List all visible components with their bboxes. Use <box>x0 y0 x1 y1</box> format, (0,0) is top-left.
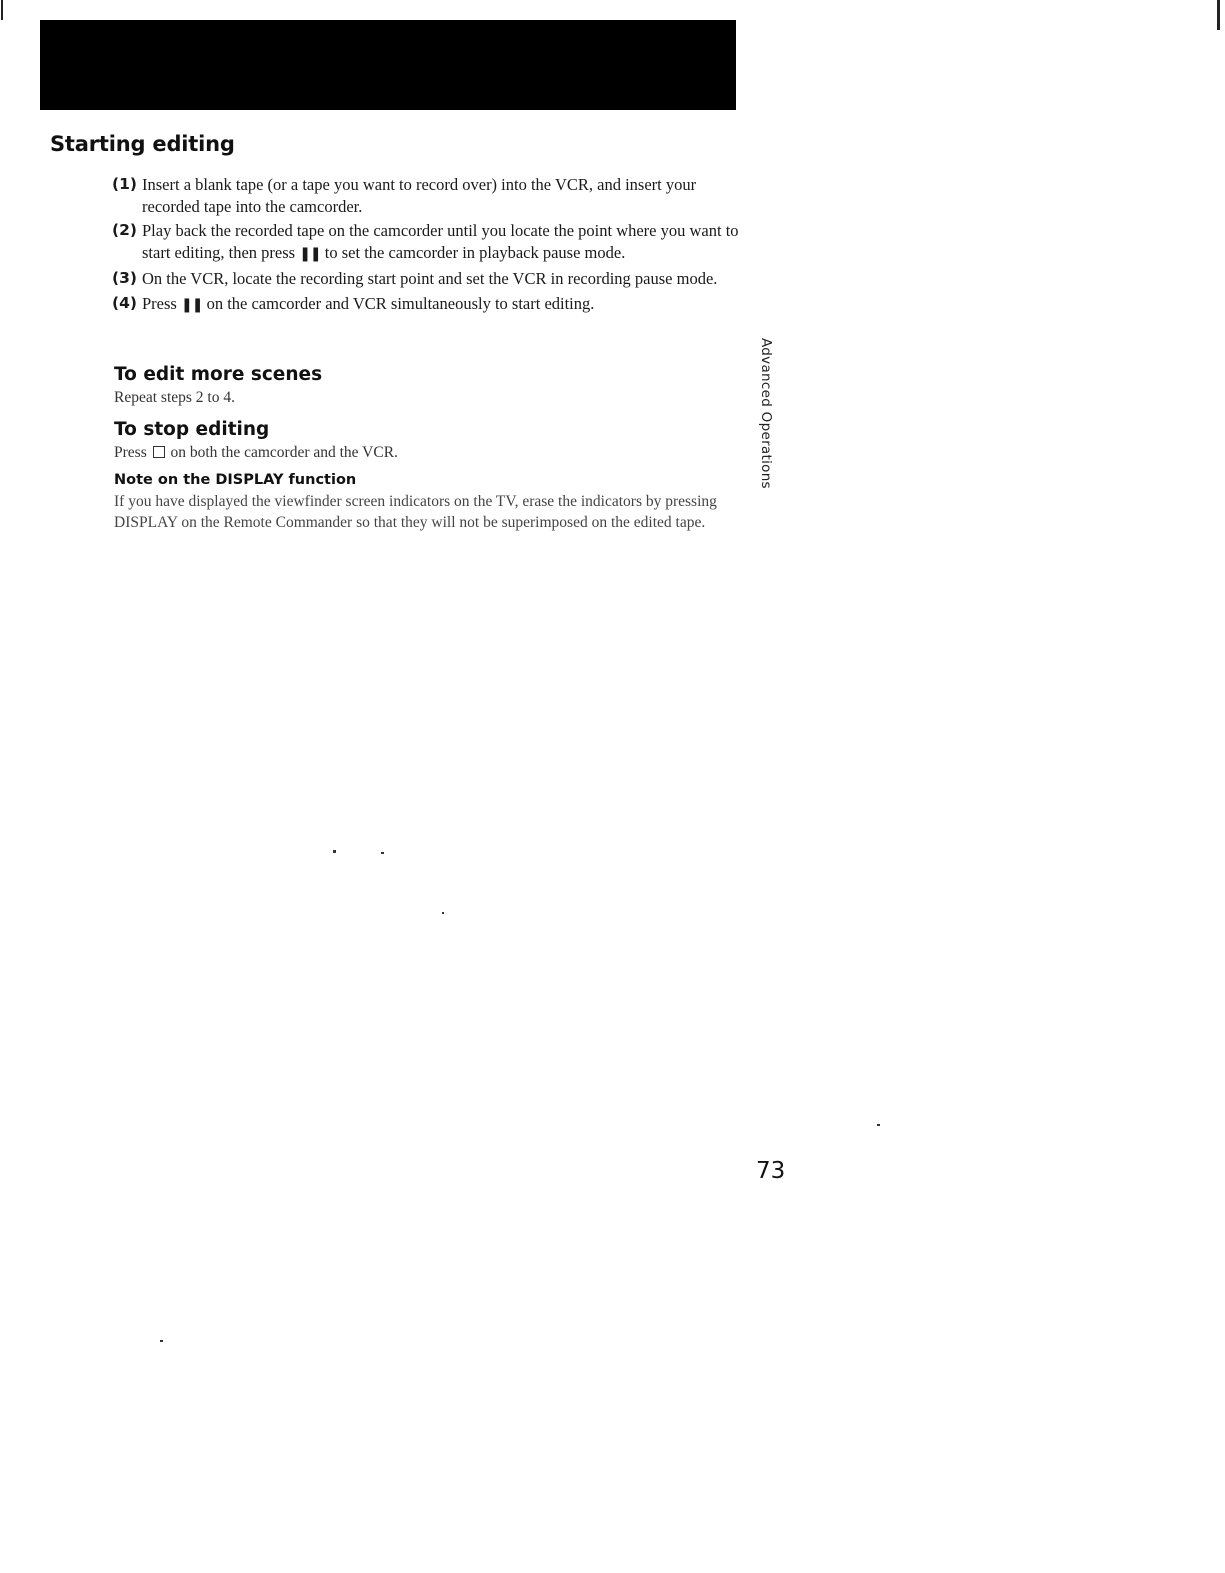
step-number: (4) <box>112 293 137 312</box>
step-text: Play back the recorded tape on the camcorder until you locate the point where you want to start editing, then press <box>142 221 739 262</box>
step-text: Press <box>142 293 177 313</box>
header-black-band <box>40 20 736 110</box>
scan-speck <box>877 1124 880 1126</box>
side-tab-label: Advanced Operations <box>758 338 774 489</box>
step-item <box>112 220 742 265</box>
stop-editing-text-before: Press <box>114 444 147 461</box>
step-item <box>112 268 742 290</box>
step-number: (3) <box>112 269 137 287</box>
scan-speck <box>381 852 384 854</box>
step-text: to set the camcorder in playback pause mode. <box>324 242 626 262</box>
pause-icon: ❚❚ <box>299 245 321 262</box>
scan-speck <box>442 912 444 914</box>
page-number: 73 <box>756 1158 786 1184</box>
note-text: If you have displayed the viewfinder screen indicators on the TV, erase the indicators by pressing DISPLAY on the Remote Commander so that they will not be superimposed on the edited tape. <box>114 493 717 531</box>
step-item <box>112 174 742 217</box>
step-text: on the camcorder and VCR simultaneously to start editing. <box>206 293 595 313</box>
stop-editing-text <box>114 443 398 464</box>
scan-edge-mark <box>1217 0 1220 30</box>
step-text: On the VCR, locate the recording start point and set the VCR in recording pause mode. <box>142 269 718 288</box>
scan-speck <box>160 1340 163 1342</box>
step-number: (2) <box>112 221 137 239</box>
edit-more-scenes-heading: To edit more scenes <box>114 364 323 385</box>
step-text: Insert a blank tape (or a tape you want to record over) into the VCR, and insert your recorded tape into the camcorder. <box>142 175 697 216</box>
scan-edge-mark <box>1 0 3 20</box>
section-title: Starting editing <box>50 132 235 156</box>
pause-icon: ❚❚ <box>180 296 203 313</box>
stop-square-icon <box>153 446 165 458</box>
step-item <box>112 293 742 317</box>
stop-editing-heading: To stop editing <box>114 419 270 440</box>
step-list <box>112 174 742 319</box>
edit-more-scenes-text: Repeat steps 2 to 4. <box>114 389 235 406</box>
note-title: Note on the DISPLAY function <box>114 472 357 488</box>
step-number: (1) <box>112 175 137 193</box>
stop-editing-text-after: on both the camcorder and the VCR. <box>170 444 398 461</box>
scan-speck <box>333 850 336 853</box>
